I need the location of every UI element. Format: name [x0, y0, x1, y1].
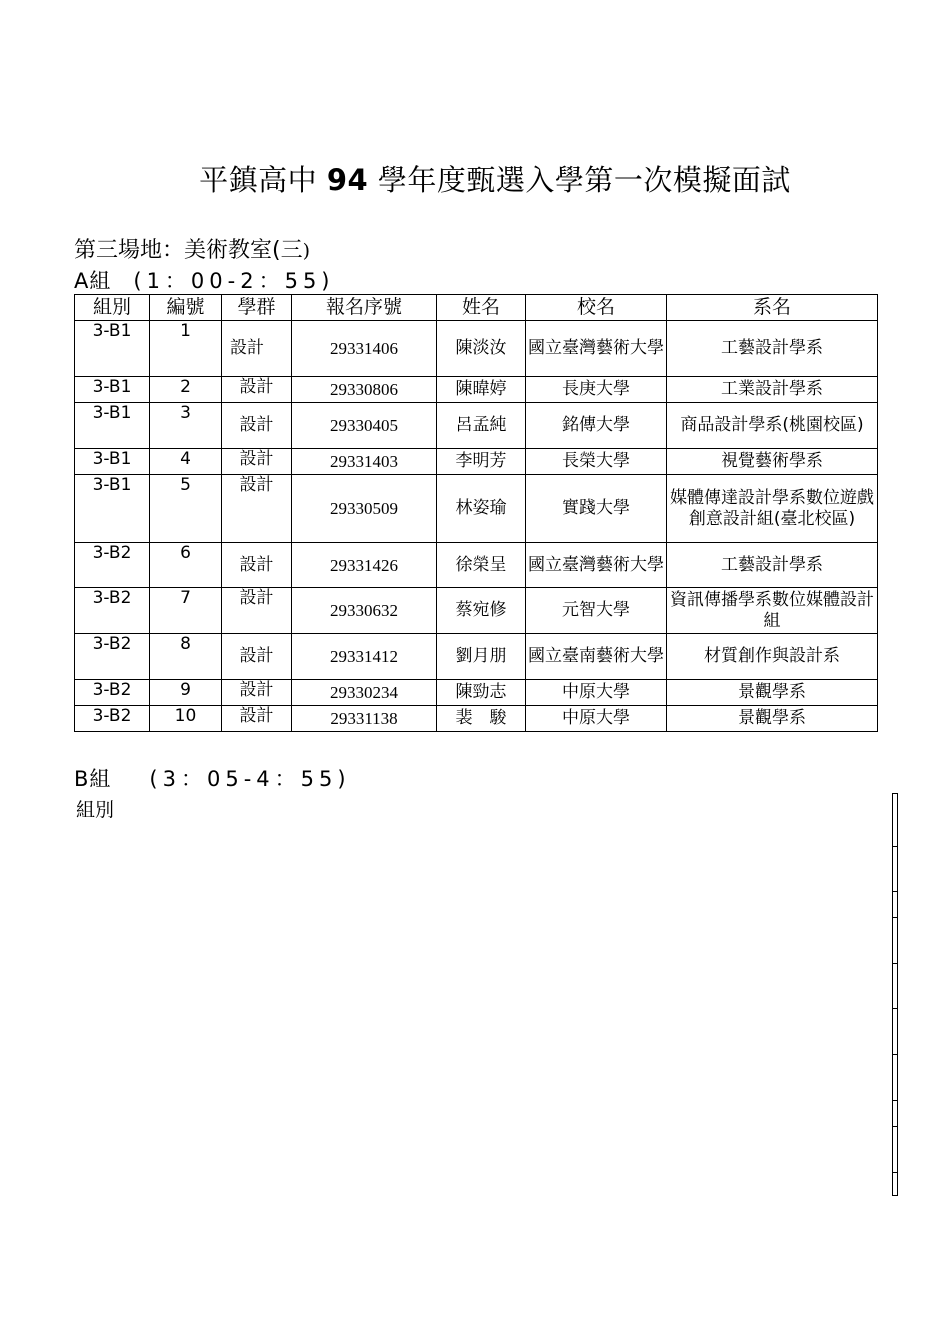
- cell-registration: 29330405: [292, 403, 437, 449]
- cell-group: 3-B2: [75, 680, 150, 706]
- cell-registration: 29330806: [292, 377, 437, 403]
- header-school: 校名: [526, 295, 667, 321]
- header-department: 系名: [667, 295, 878, 321]
- cell-school: 中原大學: [526, 680, 667, 706]
- venue-heading: [74, 233, 310, 264]
- table-row: [75, 634, 878, 680]
- cell-name: 陳淡汝: [437, 321, 526, 377]
- cell-department: 資訊傳播學系數位媒體設計組: [667, 588, 878, 634]
- cell-registration: 29330509: [292, 475, 437, 543]
- group-b-time: (3：05-4：55): [149, 767, 351, 791]
- group-b-heading: [74, 763, 351, 793]
- cell-school: 長庚大學: [526, 377, 667, 403]
- group-b-label: B組: [74, 767, 112, 791]
- header-registration: 報名序號: [292, 295, 437, 321]
- title-year: 94: [326, 163, 369, 197]
- cell-department: 景觀學系: [667, 706, 878, 732]
- cell-registration: 29330632: [292, 588, 437, 634]
- cell-number: 10: [150, 706, 222, 732]
- cell-school: 元智大學: [526, 588, 667, 634]
- cell-group: 3-B1: [75, 403, 150, 449]
- table-row: [75, 475, 878, 543]
- cell-registration: 29331403: [292, 449, 437, 475]
- cell-department: 媒體傳達設計學系數位遊戲創意設計組(臺北校區): [667, 475, 878, 543]
- cell-group: 3-B1: [75, 475, 150, 543]
- cell-group: 3-B2: [75, 543, 150, 588]
- cell-registration: 29331426: [292, 543, 437, 588]
- group-a-time: (1：00-2：55): [133, 269, 335, 293]
- cell-group: 3-B2: [75, 706, 150, 732]
- cell-number: 7: [150, 588, 222, 634]
- table-row: [75, 588, 878, 634]
- cell-cluster: 設計: [222, 475, 292, 543]
- table-row: [75, 706, 878, 732]
- table-row: [75, 543, 878, 588]
- cell-cluster: 設計: [222, 403, 292, 449]
- table-row: [75, 377, 878, 403]
- cell-number: 1: [150, 321, 222, 377]
- cell-school: 銘傳大學: [526, 403, 667, 449]
- table-row: [75, 449, 878, 475]
- cell-name: 裴 駿: [437, 706, 526, 732]
- header-number: 編號: [150, 295, 222, 321]
- page-title: [0, 158, 950, 199]
- cell-group: 3-B1: [75, 377, 150, 403]
- cell-cluster: 設計: [222, 321, 292, 377]
- table-edge-fragment: [892, 793, 898, 1196]
- cell-cluster: 設計: [222, 588, 292, 634]
- cell-school: 國立臺灣藝術大學: [526, 321, 667, 377]
- cell-group: 3-B2: [75, 588, 150, 634]
- table-row: [75, 321, 878, 377]
- cell-school: 實踐大學: [526, 475, 667, 543]
- table-header-row: [75, 295, 878, 321]
- venue-label: 第三場地：美術教室(三: [74, 238, 303, 263]
- cell-school: 長榮大學: [526, 449, 667, 475]
- header-cluster: 學群: [222, 295, 292, 321]
- header-group: 組別: [75, 295, 150, 321]
- cell-school: 中原大學: [526, 706, 667, 732]
- cell-number: 3: [150, 403, 222, 449]
- venue-close-paren: ): [302, 240, 311, 262]
- title-school: 平鎮高中: [199, 163, 318, 197]
- cell-cluster: 設計: [222, 377, 292, 403]
- cell-department: 工業設計學系: [667, 377, 878, 403]
- cell-registration: 29331412: [292, 634, 437, 680]
- cell-name: 呂孟純: [437, 403, 526, 449]
- cell-department: 工藝設計學系: [667, 543, 878, 588]
- cell-department: 景觀學系: [667, 680, 878, 706]
- group-b-column-label: 組別: [76, 799, 115, 821]
- group-a-heading: [74, 265, 335, 295]
- group-a-label: A組: [74, 269, 112, 293]
- table-row: [75, 680, 878, 706]
- title-event: 學年度甄選入學第一次模擬面試: [377, 163, 791, 197]
- cell-group: 3-B1: [75, 449, 150, 475]
- cell-department: 視覺藝術學系: [667, 449, 878, 475]
- cell-name: 劉月朋: [437, 634, 526, 680]
- cell-name: 陳暐婷: [437, 377, 526, 403]
- cell-cluster: 設計: [222, 634, 292, 680]
- table-row: [75, 403, 878, 449]
- cell-name: 徐榮呈: [437, 543, 526, 588]
- cell-number: 6: [150, 543, 222, 588]
- cell-school: 國立臺南藝術大學: [526, 634, 667, 680]
- cell-number: 2: [150, 377, 222, 403]
- cell-name: 蔡宛修: [437, 588, 526, 634]
- cell-cluster: 設計: [222, 706, 292, 732]
- header-name: 姓名: [437, 295, 526, 321]
- cell-registration: 29330234: [292, 680, 437, 706]
- cell-number: 8: [150, 634, 222, 680]
- cell-group: 3-B2: [75, 634, 150, 680]
- cell-department: 商品設計學系(桃園校區): [667, 403, 878, 449]
- cell-number: 9: [150, 680, 222, 706]
- cell-cluster: 設計: [222, 680, 292, 706]
- cell-cluster: 設計: [222, 449, 292, 475]
- cell-cluster: 設計: [222, 543, 292, 588]
- roster-table: [74, 294, 878, 732]
- cell-registration: 29331138: [292, 706, 437, 732]
- cell-group: 3-B1: [75, 321, 150, 377]
- cell-department: 工藝設計學系: [667, 321, 878, 377]
- cell-department: 材質創作與設計系: [667, 634, 878, 680]
- cell-school: 國立臺灣藝術大學: [526, 543, 667, 588]
- cell-registration: 29331406: [292, 321, 437, 377]
- cell-number: 4: [150, 449, 222, 475]
- cell-name: 林姿瑜: [437, 475, 526, 543]
- cell-name: 陳勁志: [437, 680, 526, 706]
- cell-number: 5: [150, 475, 222, 543]
- cell-name: 李明芳: [437, 449, 526, 475]
